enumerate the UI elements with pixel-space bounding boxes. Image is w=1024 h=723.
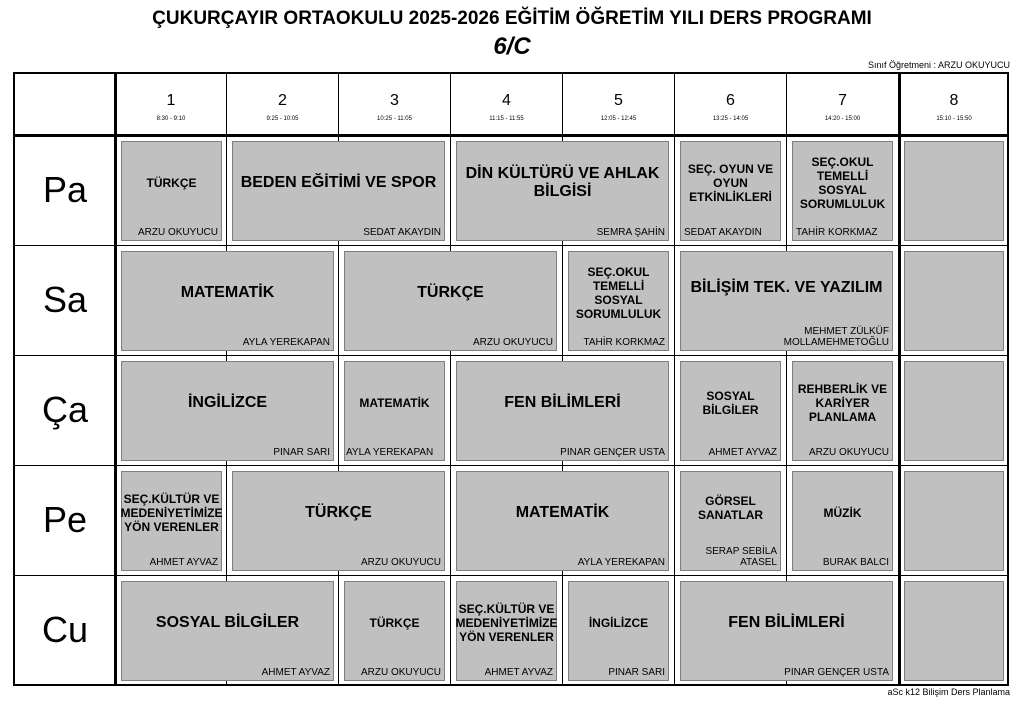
lesson-cell[interactable]: SEÇ. OYUN VE OYUN ETKİNLİKLERİ SEDAT AKAYDIN: [680, 141, 781, 241]
period-header: 2 9:25 - 10:05: [266, 92, 299, 122]
period-header: 4 11:15 - 11:55: [489, 92, 524, 122]
lesson-cell[interactable]: BİLİŞİM TEK. VE YAZILIM MEHMET ZÜLKÜF MOLLAMEHMETOĞLU: [680, 251, 893, 351]
empty-cell: [904, 141, 1004, 241]
day-label: Cu: [41, 609, 89, 650]
lesson-cell[interactable]: TÜRKÇE ARZU OKUYUCU: [121, 141, 222, 241]
lesson-cell[interactable]: SEÇ.OKUL TEMELLİ SOSYAL SORUMLULUK TAHİR KORKMAZ: [568, 251, 669, 351]
empty-cell: [904, 581, 1004, 681]
class-name: 6/C: [493, 33, 531, 60]
lesson-cell[interactable]: TÜRKÇE ARZU OKUYUCU: [232, 471, 445, 571]
lesson-cell[interactable]: SEÇ.KÜLTÜR VE MEDENİYETİMİZE YÖN VERENLER AHMET AYVAZ: [456, 581, 557, 681]
lesson-cell[interactable]: TÜRKÇE ARZU OKUYUCU: [344, 581, 445, 681]
day-label: Sa: [42, 279, 88, 320]
lesson-cell[interactable]: MATEMATİK AYLA YEREKAPAN: [121, 251, 334, 351]
lesson-cell[interactable]: İNGİLİZCE PINAR SARI: [568, 581, 669, 681]
empty-cell: [904, 471, 1004, 571]
day-label: Pe: [42, 499, 88, 540]
lesson-cell[interactable]: MATEMATİK AYLA YEREKAPAN: [344, 361, 445, 461]
day-label: Pa: [42, 169, 88, 210]
period-header: 7 14:20 - 15:00: [824, 92, 861, 122]
lesson-cell[interactable]: GÖRSEL SANATLAR SERAP SEBİLA ATASEL: [680, 471, 781, 571]
lesson-cell[interactable]: DİN KÜLTÜRÜ VE AHLAK BİLGİSİ SEMRA ŞAHİN: [456, 141, 669, 241]
empty-cell: [904, 251, 1004, 351]
lesson-cell[interactable]: FEN BİLİMLERİ PINAR GENÇER USTA: [680, 581, 893, 681]
timetable-grid: [13, 72, 1009, 686]
period-header: 1 8:30 - 9:10: [156, 92, 186, 122]
lesson-cell[interactable]: REHBERLİK VE KARİYER PLANLAMA ARZU OKUYUCU: [792, 361, 893, 461]
lesson-cell[interactable]: MATEMATİK AYLA YEREKAPAN: [456, 471, 669, 571]
lesson-cell[interactable]: SEÇ.KÜLTÜR VE MEDENİYETİMİZE YÖN VERENLER AHMET AYVAZ: [121, 471, 222, 571]
lesson-cell[interactable]: SOSYAL BİLGİLER AHMET AYVAZ: [121, 581, 334, 681]
period-header: 3 10:25 - 11:05: [377, 92, 412, 122]
lesson-cell[interactable]: SEÇ.OKUL TEMELLİ SOSYAL SORUMLULUK TAHİR KORKMAZ: [792, 141, 893, 241]
lesson-cell[interactable]: TÜRKÇE ARZU OKUYUCU: [344, 251, 557, 351]
lesson-cell[interactable]: MÜZİK BURAK BALCI: [792, 471, 893, 571]
class-teacher: Sınıf Öğretmeni : ARZU OKUYUCU: [867, 60, 1010, 70]
footer-credit: aSc k12 Bilişim Ders Planlama: [887, 687, 1010, 697]
day-label: Ça: [41, 389, 89, 430]
lesson-cell[interactable]: FEN BİLİMLERİ PINAR GENÇER USTA: [456, 361, 669, 461]
empty-cell: [904, 361, 1004, 461]
period-header: 5 12:05 - 12:45: [600, 92, 637, 122]
lesson-cell[interactable]: SOSYAL BİLGİLER AHMET AYVAZ: [680, 361, 781, 461]
lesson-cell[interactable]: BEDEN EĞİTİMİ VE SPOR SEDAT AKAYDIN: [232, 141, 445, 241]
period-header: 8 15:10 - 15:50: [936, 92, 972, 122]
period-header: 6 13:25 - 14:05: [712, 92, 749, 122]
page-title: ÇUKURÇAYIR ORTAOKULU 2025-2026 EĞİTİM ÖĞRETİM YILI DERS PROGRAMI: [152, 8, 872, 29]
lesson-cell[interactable]: İNGİLİZCE PINAR SARI: [121, 361, 334, 461]
